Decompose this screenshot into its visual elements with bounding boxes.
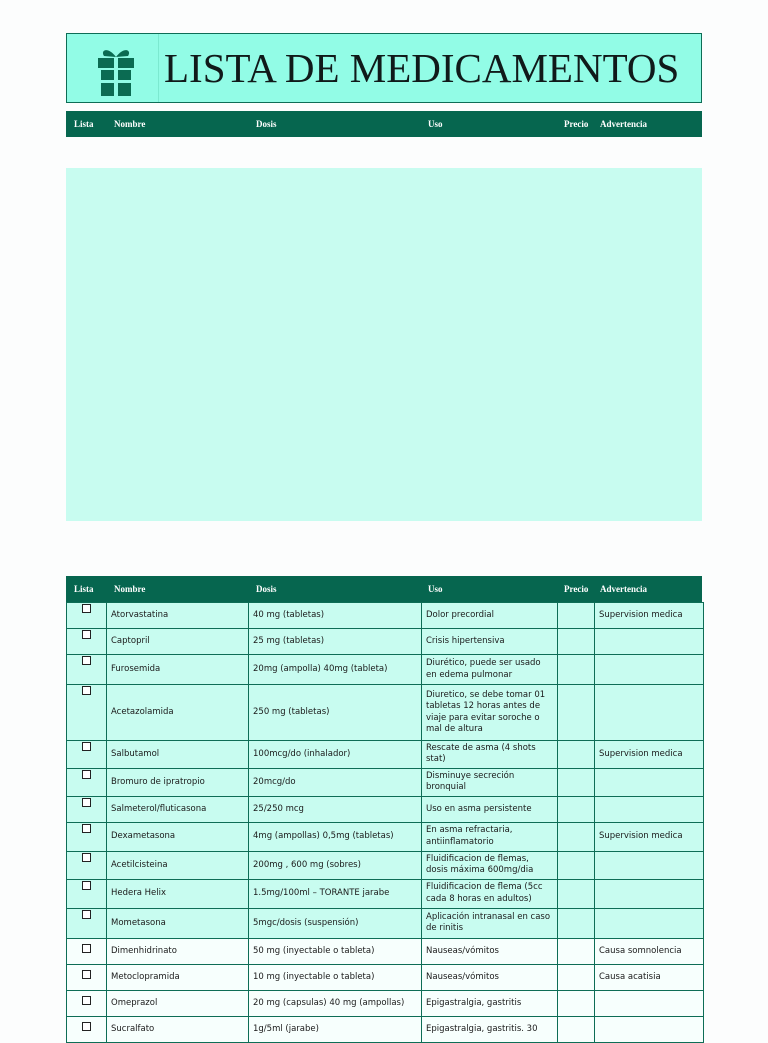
table-row [67, 1016, 704, 1042]
gift-icon [92, 42, 140, 98]
cell-price [558, 796, 595, 822]
cell-use: Diuretico, se debe tomar 01 tabletas 12 horas antes de viaje para evitar soroche o mal de altura [422, 685, 558, 741]
cell-name: Omeprazol [107, 990, 249, 1016]
col-header-lista: Lista [74, 119, 94, 129]
cell-price [558, 603, 595, 629]
cell-price [558, 629, 595, 655]
cell-price [558, 768, 595, 796]
cell-price [558, 938, 595, 964]
table-row [67, 796, 704, 822]
cell-warning: Supervision medica [595, 603, 704, 629]
table-row [67, 938, 704, 964]
cell-price [558, 879, 595, 908]
cell-name: Mometasona [107, 908, 249, 938]
row-checkbox-cell [67, 990, 107, 1016]
cell-price [558, 1016, 595, 1042]
row-checkbox-cell [67, 938, 107, 964]
cell-warning [595, 851, 704, 879]
cell-name: Furosemida [107, 655, 249, 685]
table-row [67, 685, 704, 741]
cell-use: Nauseas/vómitos [422, 938, 558, 964]
cell-warning [595, 685, 704, 741]
cell-dose: 20mcg/do [249, 768, 422, 796]
cell-dose: 20mg (ampolla) 40mg (tableta) [249, 655, 422, 685]
cell-use: Nauseas/vómitos [422, 964, 558, 990]
table-row [67, 879, 704, 908]
cell-use: Rescate de asma (4 shots stat) [422, 741, 558, 769]
col-header-uso: Uso [428, 119, 443, 129]
cell-use: Epigastralgia, gastritis. 30 [422, 1016, 558, 1042]
checkbox[interactable] [82, 630, 91, 639]
col-header-uso: Uso [428, 584, 443, 594]
cell-dose: 200mg , 600 mg (sobres) [249, 851, 422, 879]
cell-warning: Causa acatisia [595, 964, 704, 990]
row-checkbox-cell [67, 908, 107, 938]
cell-name: Acetilcisteina [107, 851, 249, 879]
cell-dose: 1.5mg/100ml – TORANTE jarabe [249, 879, 422, 908]
checkbox[interactable] [82, 770, 91, 779]
checkbox[interactable] [82, 604, 91, 613]
checkbox[interactable] [82, 910, 91, 919]
cell-use: Uso en asma persistente [422, 796, 558, 822]
gift-icon-cell [67, 34, 159, 102]
cell-name: Dimenhidrinato [107, 938, 249, 964]
table-row [67, 822, 704, 851]
cell-name: Sucralfato [107, 1016, 249, 1042]
row-checkbox-cell [67, 603, 107, 629]
page-title: LISTA DE MEDICAMENTOS [164, 45, 680, 91]
cell-dose: 10 mg (inyectable o tableta) [249, 964, 422, 990]
row-checkbox-cell [67, 1016, 107, 1042]
cell-use: Fluidificacion de flemas, dosis máxima 600mg/dia [422, 851, 558, 879]
checkbox[interactable] [82, 944, 91, 953]
cell-name: Hedera Helix [107, 879, 249, 908]
cell-warning: Causa somnolencia [595, 938, 704, 964]
cell-name: Salbutamol [107, 741, 249, 769]
checkbox[interactable] [82, 881, 91, 890]
checkbox[interactable] [82, 824, 91, 833]
table-row [67, 655, 704, 685]
cell-dose: 5mgc/dosis (suspensión) [249, 908, 422, 938]
table-row [67, 603, 704, 629]
cell-dose: 40 mg (tabletas) [249, 603, 422, 629]
cell-warning [595, 990, 704, 1016]
checkbox[interactable] [82, 656, 91, 665]
row-checkbox-cell [67, 796, 107, 822]
row-checkbox-cell [67, 851, 107, 879]
cell-warning [595, 908, 704, 938]
cell-warning: Supervision medica [595, 741, 704, 769]
cell-use: Disminuye secreción bronquial [422, 768, 558, 796]
cell-dose: 25/250 mcg [249, 796, 422, 822]
cell-dose: 250 mg (tabletas) [249, 685, 422, 741]
checkbox[interactable] [82, 996, 91, 1005]
row-checkbox-cell [67, 655, 107, 685]
table-row [67, 964, 704, 990]
cell-warning [595, 655, 704, 685]
table-row [67, 908, 704, 938]
cell-warning [595, 768, 704, 796]
cell-price [558, 990, 595, 1016]
col-header-advertencia: Advertencia [600, 584, 647, 594]
row-checkbox-cell [67, 822, 107, 851]
col-header-precio: Precio [564, 584, 589, 594]
cell-warning [595, 629, 704, 655]
table-row [67, 990, 704, 1016]
cell-name: Dexametasona [107, 822, 249, 851]
cell-dose: 50 mg (inyectable o tableta) [249, 938, 422, 964]
table-row [67, 851, 704, 879]
checkbox[interactable] [82, 742, 91, 751]
table-header [66, 576, 702, 602]
cell-use: Diurético, puede ser usado en edema pulmonar [422, 655, 558, 685]
notes-area[interactable] [66, 168, 702, 521]
cell-dose: 1g/5ml (jarabe) [249, 1016, 422, 1042]
row-checkbox-cell [67, 879, 107, 908]
cell-price [558, 964, 595, 990]
cell-warning [595, 796, 704, 822]
table-row [67, 741, 704, 769]
cell-price [558, 741, 595, 769]
col-header-nombre: Nombre [114, 119, 146, 129]
cell-price [558, 655, 595, 685]
title-bar [66, 33, 702, 103]
row-checkbox-cell [67, 964, 107, 990]
cell-name: Captopril [107, 629, 249, 655]
row-checkbox-cell [67, 629, 107, 655]
cell-dose: 4mg (ampollas) 0,5mg (tabletas) [249, 822, 422, 851]
col-header-advertencia: Advertencia [600, 119, 647, 129]
col-header-precio: Precio [564, 119, 589, 129]
medication-table [66, 602, 704, 1043]
checkbox[interactable] [82, 1022, 91, 1031]
cell-warning: Supervision medica [595, 822, 704, 851]
cell-dose: 20 mg (capsulas) 40 mg (ampollas) [249, 990, 422, 1016]
cell-dose: 25 mg (tabletas) [249, 629, 422, 655]
table-row [67, 768, 704, 796]
cell-name: Atorvastatina [107, 603, 249, 629]
row-checkbox-cell [67, 741, 107, 769]
cell-price [558, 822, 595, 851]
cell-use: Epigastralgia, gastritis [422, 990, 558, 1016]
col-header-nombre: Nombre [114, 584, 146, 594]
row-checkbox-cell [67, 685, 107, 741]
checkbox[interactable] [82, 686, 91, 695]
checkbox[interactable] [82, 798, 91, 807]
cell-price [558, 908, 595, 938]
checkbox[interactable] [82, 853, 91, 862]
row-checkbox-cell [67, 768, 107, 796]
cell-use: Crisis hipertensiva [422, 629, 558, 655]
cell-price [558, 685, 595, 741]
cell-use: Fluidificacion de flema (5cc cada 8 horas en adultos) [422, 879, 558, 908]
cell-dose: 100mcg/do (inhalador) [249, 741, 422, 769]
cell-name: Salmeterol/fluticasona [107, 796, 249, 822]
col-header-lista: Lista [74, 584, 94, 594]
table-header-top [66, 111, 702, 137]
cell-price [558, 851, 595, 879]
cell-name: Metoclopramida [107, 964, 249, 990]
cell-warning [595, 1016, 704, 1042]
col-header-dosis: Dosis [256, 584, 277, 594]
col-header-dosis: Dosis [256, 119, 277, 129]
cell-use: Dolor precordial [422, 603, 558, 629]
cell-warning [595, 879, 704, 908]
table-row [67, 629, 704, 655]
cell-use: Aplicación intranasal en caso de rinitis [422, 908, 558, 938]
checkbox[interactable] [82, 970, 91, 979]
cell-name: Acetazolamida [107, 685, 249, 741]
cell-name: Bromuro de ipratropio [107, 768, 249, 796]
cell-use: En asma refractaria, antiinflamatorio [422, 822, 558, 851]
